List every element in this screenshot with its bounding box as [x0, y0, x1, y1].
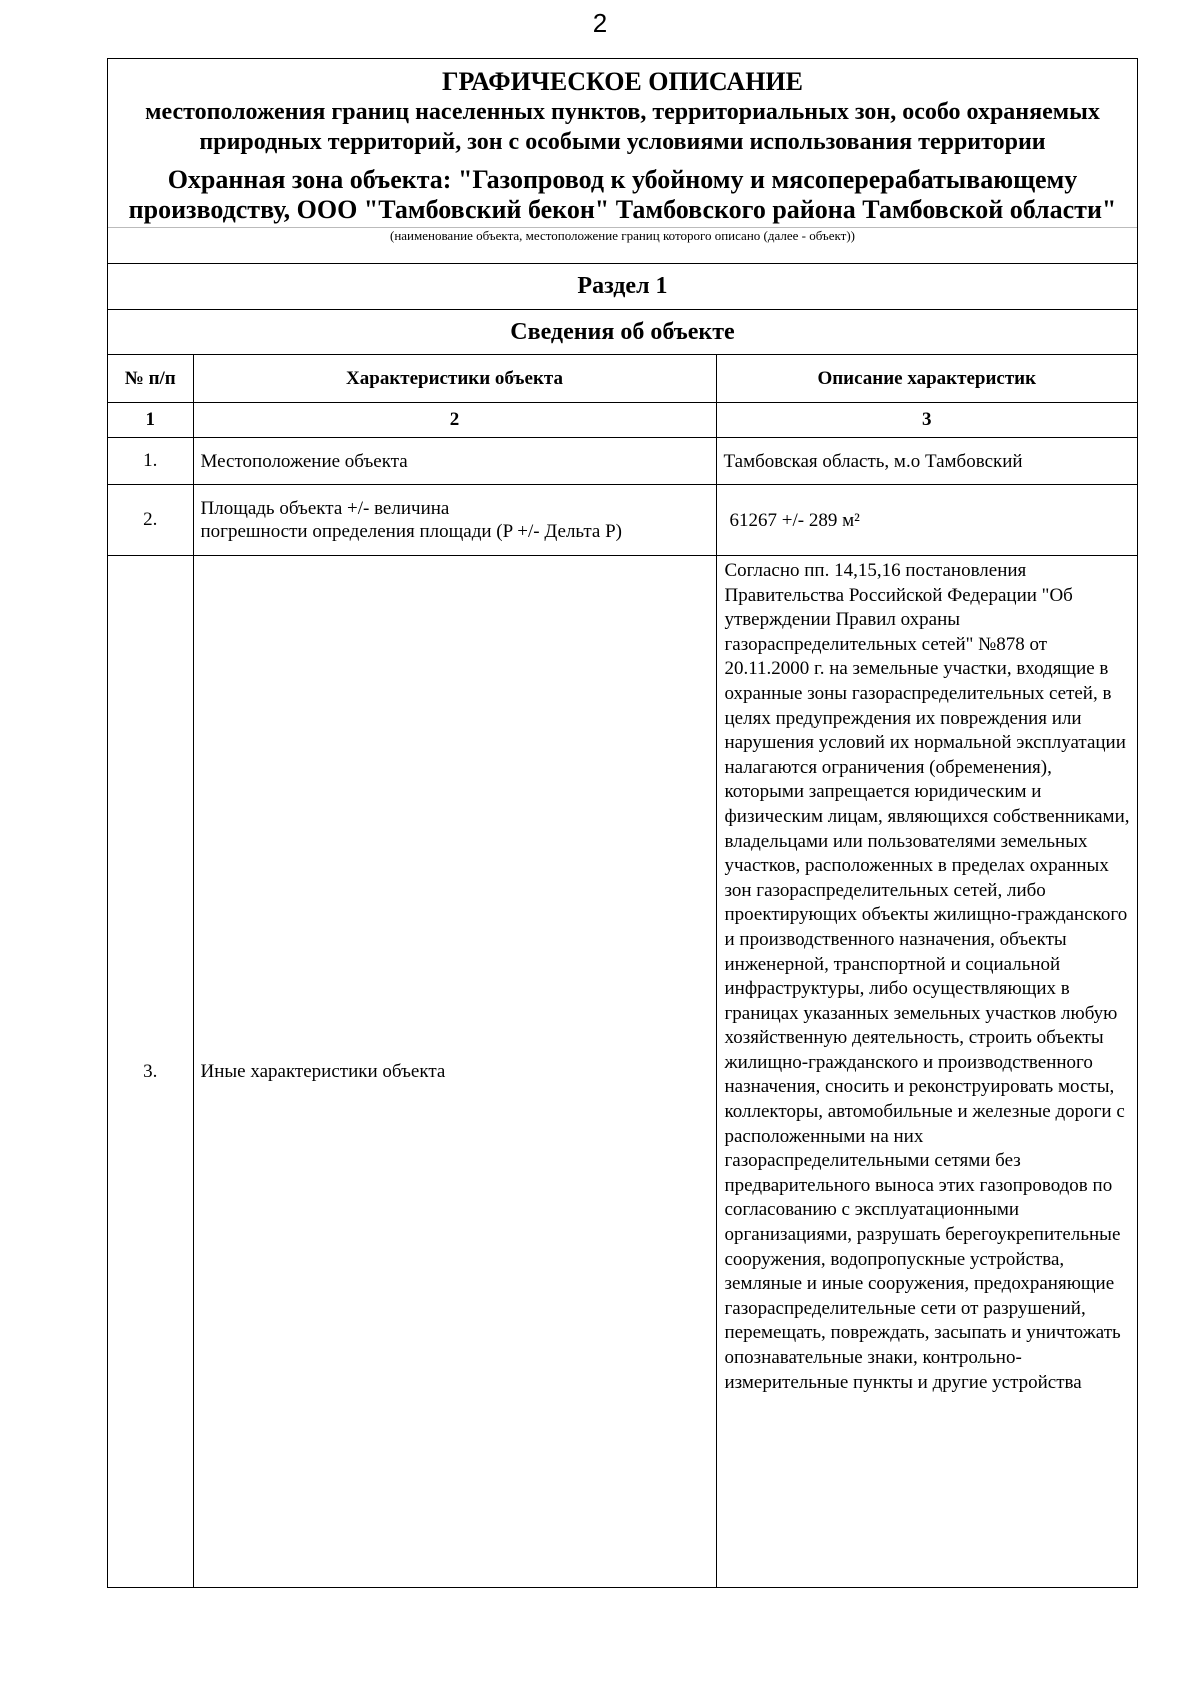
document-frame [107, 58, 1138, 1588]
column-number-row [108, 403, 1137, 438]
object-name: Охранная зона объекта: "Газопровод к убойному и мясоперерабатывающему производству, ООО "Тамбовский бекон" Тамбовского района Тамбовской области" [128, 165, 1117, 224]
object-caption: (наименование объекта, местоположение границ которого описано (далее - объект)) [108, 227, 1137, 248]
header-cell: Описание характеристик [716, 355, 1137, 403]
row-number: 3. [108, 556, 193, 1588]
characteristic-line: погрешности определения площади (P +/- Дельта P) [200, 521, 622, 542]
column-number: 1 [108, 403, 193, 438]
description-cell: 61267 +/- 289 м² [716, 485, 1137, 556]
table-row [108, 438, 1137, 485]
table-row [108, 485, 1137, 556]
section-label: Раздел 1 [108, 263, 1137, 309]
row-number: 1. [108, 438, 193, 485]
header-cell: Характеристики объекта [193, 355, 716, 403]
document-title: ГРАФИЧЕСКОЕ ОПИСАНИЕ [442, 67, 803, 96]
characteristic-cell: Иные характеристики объекта [193, 556, 716, 1588]
table-row [108, 556, 1137, 1588]
column-number: 3 [716, 403, 1137, 438]
page-number: 2 [592, 8, 608, 38]
characteristic-line: Площадь объекта +/- величина [200, 498, 450, 519]
characteristic-cell [193, 485, 716, 556]
header-cell: № п/п [108, 355, 193, 403]
column-number: 2 [193, 403, 716, 438]
characteristic-cell: Местоположение объекта [193, 438, 716, 485]
caption-spacer [108, 248, 1137, 263]
description-cell: Согласно пп. 14,15,16 постановления Правительства Российской Федерации "Об утверждении Правил охраны газораспределительных сетей" №878 от 20.11.2000 г. на земельные участки, входящие в охранные зоны газораспределительных сетей, в целях предупреждения их повреждения или нарушения условий их нормальной эксплуатации налагаются ограничения (обременения), которыми запрещается юридическим и физическим лицам, являющихся собственниками, владельцами или пользователями земельных участков, расположенных в пределах охранных зон газораспределительных сетей, либо проектирующих объекты жилищно-гражданского и производственного назначения, объекты инженерной, транспортной и социальной инфраструктуры, либо осуществляющих в границах указанных земельных участков любую хозяйственную деятельность, строить объекты жилищно-гражданского и производственного назначения, сносить и реконструировать мосты, коллекторы, автомобильные и железные дороги с расположенными на них газораспределительными сетями без предварительного выноса этих газопроводов по согласованию с эксплуатационными организациями, разрушать берегоукрепительные сооружения, водопропускные устройства, земляные и иные сооружения, предохраняющие газораспределительные сети от разрушений, перемещать, повреждать, засыпать и уничтожать опознавательные знаки, контрольно-измерительные пункты и другие устройства [716, 556, 1137, 1588]
object-info-table [108, 354, 1137, 1587]
description-cell: Тамбовская область, м.о Тамбовский [716, 438, 1137, 485]
row-number: 2. [108, 485, 193, 556]
document-subtitle: местоположения границ населенных пунктов, территориальных зон, особо охраняемых природных территорий, зон с особыми условиями использования территории [145, 99, 1100, 155]
section-heading: Сведения об объекте [108, 309, 1137, 354]
table-header-row [108, 355, 1137, 403]
title-block [108, 59, 1137, 225]
